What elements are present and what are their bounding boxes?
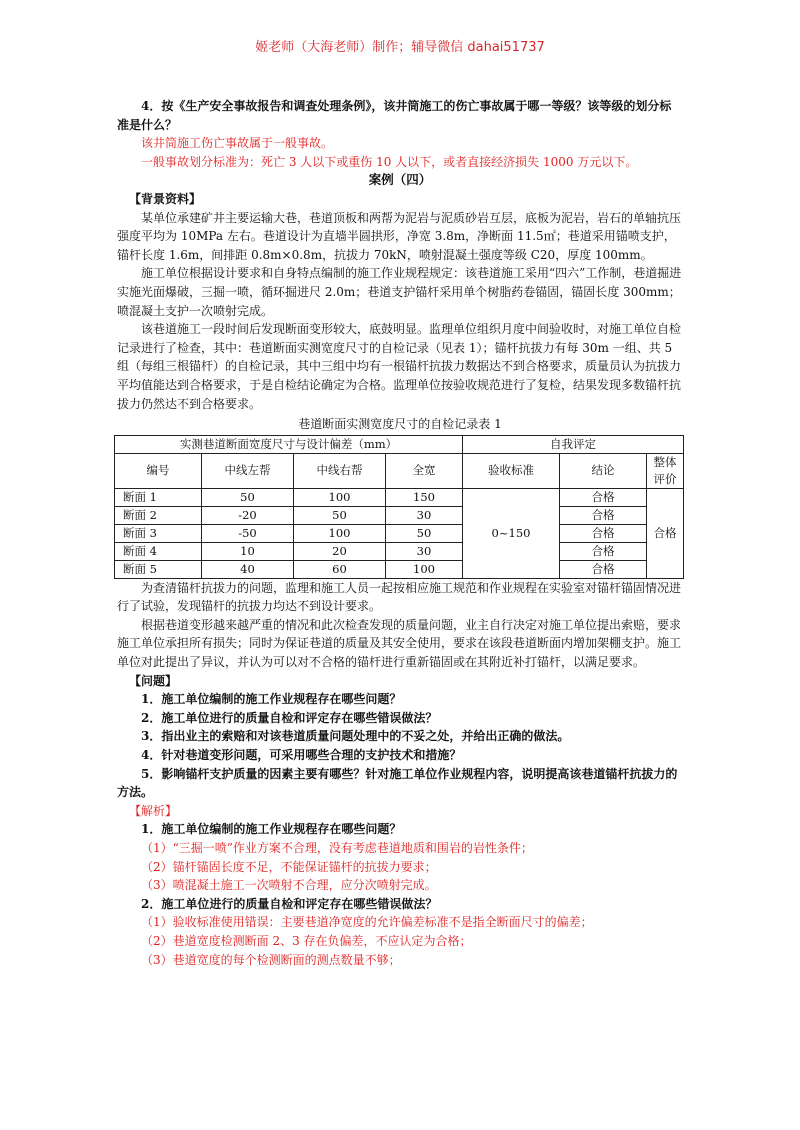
cell-full: 30 — [386, 542, 463, 560]
cell-right: 100 — [294, 488, 386, 506]
cell-left: 40 — [202, 560, 294, 578]
cell-left: -50 — [202, 524, 294, 542]
table-group-self-eval: 自我评定 — [463, 435, 684, 453]
cell-result: 合格 — [560, 560, 647, 578]
analysis-answer-2-1: （1）验收标准使用错误：主要巷道净宽度的允许偏差标准不是指全断面尺寸的偏差； — [141, 915, 593, 930]
analysis-question-1: 1．施工单位编制的施工作业规程存在哪些问题？ — [141, 822, 402, 837]
cell-full: 100 — [386, 560, 463, 578]
cell-right: 60 — [294, 560, 386, 578]
questions-label: 【问题】 — [129, 673, 178, 688]
cell-id: 断面 4 — [115, 542, 202, 560]
cell-id: 断面 3 — [115, 524, 202, 542]
cell-standard: 0~150 — [463, 488, 560, 578]
cell-right: 100 — [294, 524, 386, 542]
cell-left: 10 — [202, 542, 294, 560]
analysis-question-2: 2．施工单位进行的质量自检和评定存在哪些错误做法？ — [141, 896, 438, 911]
th-standard: 验收标准 — [463, 453, 560, 488]
cell-id: 断面 1 — [115, 488, 202, 506]
cell-result: 合格 — [560, 488, 647, 506]
after-para-1: 为查清锚杆抗拔力的问题，监理和施工人员一起按相应施工规范和作业规程在实验室对锚杆锚固情况进行了试验，发现锚杆的抗拔力均达不到设计要求。 — [117, 580, 682, 614]
table-row — [115, 560, 684, 578]
table-row — [115, 542, 684, 560]
background-para-1: 某单位承建矿井主要运输大巷，巷道顶板和两帮为泥岩与泥质砂岩互层，底板为泥岩，岩石的单轴抗压强度平均为 10MPa 左右。巷道设计为直墙半圆拱形，净宽 3.8m，净断面 11.5㎡；巷道采用锚喷支护，锚杆长度 1.6m，间排距 0.8m×0.8m，抗拔力 70kN，喷射混凝土强度等级 C20，厚度 100mm。 — [117, 210, 682, 262]
question-2: 2．施工单位进行的质量自检和评定存在哪些错误做法？ — [141, 710, 438, 725]
self-check-table — [114, 435, 684, 579]
table-group-measure: 实测巷道断面宽度尺寸与设计偏差（mm） — [115, 435, 463, 453]
analysis-answer-2-2: （2）巷道宽度检测断面 2、3 存在负偏差，不应认定为合格； — [141, 933, 472, 948]
document-body — [117, 97, 683, 969]
cell-id: 断面 5 — [115, 560, 202, 578]
th-result: 结论 — [560, 453, 647, 488]
cell-result: 合格 — [560, 542, 647, 560]
question-5: 5．影响锚杆支护质量的因素主要有哪些？针对施工单位作业规程内容，说明提高该巷道锚杆抗拔力的方法。 — [117, 766, 678, 800]
analysis-answer-1-2: （2）锚杆锚固长度不足，不能保证锚杆的抗拔力要求； — [141, 859, 437, 874]
cell-left: -20 — [202, 506, 294, 524]
table-header-row — [115, 453, 684, 488]
question-3: 3．指出业主的索赔和对该巷道质量问题处理中的不妥之处，并给出正确的做法。 — [141, 729, 570, 744]
th-id: 编号 — [115, 453, 202, 488]
background-para-3: 该巷道施工一段时间后发现断面变形较大，底鼓明显。监理单位组织月度中间验收时，对施工单位自检记录进行了检查，其中：巷道断面实测宽度尺寸的自检记录（见表 1）；锚杆抗拔力有每 30m 一组、共 5 组（每组三根锚杆）的自检记录，其中三组中均有一根锚杆抗拔力数据达不到合格要求，质量员认为抗拔力平均值能达到合格要求，于是自检结论确定为合格。监理单位按验收规范进行了复检，结果发现多数锚杆抗拔力仍然达不到合格要求。 — [117, 322, 682, 411]
table-caption: 巷道断面实测宽度尺寸的自检记录表 1 — [298, 417, 502, 432]
table-group-header-row — [115, 435, 684, 453]
page-header-watermark: 姬老师（大海老师）制作；辅导微信 dahai51737 — [255, 40, 545, 55]
cell-full: 150 — [386, 488, 463, 506]
prev-question-4: 4．按《生产安全事故报告和调查处理条例》，该井筒施工的伤亡事故属于哪一等级？该等级的划分标准是什么？ — [117, 99, 672, 132]
analysis-answer-2-3: （3）巷道宽度的每个检测断面的测点数量不够； — [141, 952, 401, 967]
cell-right: 50 — [294, 506, 386, 524]
question-4: 4．针对巷道变形问题，可采用哪些合理的支护技术和措施？ — [141, 748, 462, 763]
analysis-label: 【解析】 — [129, 803, 178, 818]
cell-full: 30 — [386, 506, 463, 524]
cell-result: 合格 — [560, 506, 647, 524]
table-row — [115, 506, 684, 524]
cell-right: 20 — [294, 542, 386, 560]
background-label: 【背景资料】 — [129, 191, 202, 206]
th-left: 中线左帮 — [202, 453, 294, 488]
th-right: 中线右帮 — [294, 453, 386, 488]
cell-overall: 合格 — [647, 488, 684, 578]
case-title: 案例（四） — [368, 172, 432, 188]
prev-answer-2: 一般事故划分标准为：死亡 3 人以下或重伤 10 人以下，或者直接经济损失 1000 万元以下。 — [141, 154, 638, 169]
after-para-2: 根据巷道变形越来越严重的情况和此次检查发现的质量问题，业主自行决定对施工单位提出索赔，要求施工单位承担所有损失；同时为保证巷道的质量及其安全使用，要求在该段巷道断面内增加架棚支护。施工单位对此提出了异议，并认为可以对不合格的锚杆进行重新锚固或在其附近补打锚杆，以满足要求。 — [117, 617, 682, 670]
analysis-answer-1-1: （1）“三掘一喷”作业方案不合理，没有考虑巷道地质和围岩的岩性条件； — [141, 841, 533, 855]
cell-left: 50 — [202, 488, 294, 506]
table-row — [115, 524, 684, 542]
th-overall: 整体评价 — [647, 453, 684, 488]
cell-full: 50 — [386, 524, 463, 542]
analysis-answer-1-3: （3）喷混凝土施工一次喷射不合理，应分次喷射完成。 — [141, 878, 437, 893]
background-para-2: 施工单位根据设计要求和自身特点编制的施工作业规程规定：该巷道施工采用“四六”工作制，巷道掘进实施光面爆破，三掘一喷，循环掘进尺 2.0m；巷道支护锚杆采用单个树脂药卷锚固，锚固长度 300mm；喷混凝土支护一次喷射完成。 — [117, 266, 682, 318]
th-full: 全宽 — [386, 453, 463, 488]
table-row — [115, 488, 684, 506]
cell-id: 断面 2 — [115, 506, 202, 524]
cell-result: 合格 — [560, 524, 647, 542]
question-1: 1．施工单位编制的施工作业规程存在哪些问题？ — [141, 692, 402, 707]
prev-answer-1: 该井筒施工伤亡事故属于一般事故。 — [141, 136, 334, 151]
